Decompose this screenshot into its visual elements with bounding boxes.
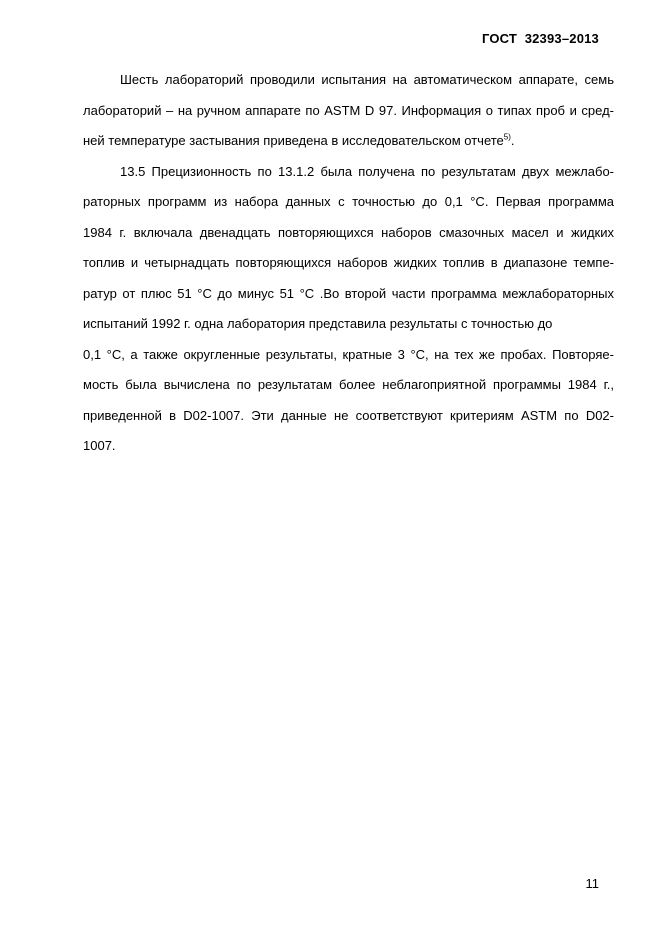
paragraph-2-line-6: испытаний 1992 г. одна лаборатория представила результаты с точностью до — [83, 316, 553, 331]
page-number: 11 — [585, 876, 599, 891]
paragraph-1-line-2: лабораторий – на ручном аппарате по ASTM D 97. Информация о типах проб и сред- — [83, 102, 614, 118]
paragraph-2-line-4: топлив и четырнадцать повторяющихся наборов жидких топлив в диапазоне темпе- — [83, 255, 614, 270]
paragraph-2-line-3: 1984 г. включала двенадцать повторяющихся наборов смазочных масел и жидких — [83, 224, 614, 240]
paragraph-1-line-3-text: ней температуре застывания приведена в исследовательском отчете — [83, 133, 504, 148]
paragraph-1-line-1: Шесть лабораторий проводили испытания на автоматическом аппарате, семь — [120, 72, 614, 87]
paragraph-2-line-2: раторных программ из набора данных с точностью до 0,1 °С. Первая программа — [83, 194, 614, 209]
paragraph-2-line-10: 1007. — [83, 438, 116, 453]
paragraph-2-line-7: 0,1 °С, а также округленные результаты, кратные 3 °С, на тех же пробах. Повторяе- — [83, 346, 614, 362]
paragraph-1-line-3-end: . — [510, 133, 515, 148]
document-header: ГОСТ 32393–2013 — [481, 31, 599, 46]
paragraph-2-line-9: приведенной в D02-1007. Эти данные не соответствуют критериям ASTM по D02- — [83, 407, 614, 423]
footnote-reference: 5) — [503, 132, 511, 142]
document-body — [83, 65, 614, 462]
paragraph-2-line-8: мость была вычислена по результатам более неблагоприятной программы 1984 г., — [83, 377, 614, 392]
paragraph-2-line-5: ратур от плюс 51 °С до минус 51 °С .Во второй части программа межлабораторных — [83, 285, 614, 301]
paragraph-2-line-1: 13.5 Прецизионность по 13.1.2 была получена по результатам двух межлабо- — [120, 163, 614, 179]
paragraph-1-line-3 — [83, 126, 614, 157]
